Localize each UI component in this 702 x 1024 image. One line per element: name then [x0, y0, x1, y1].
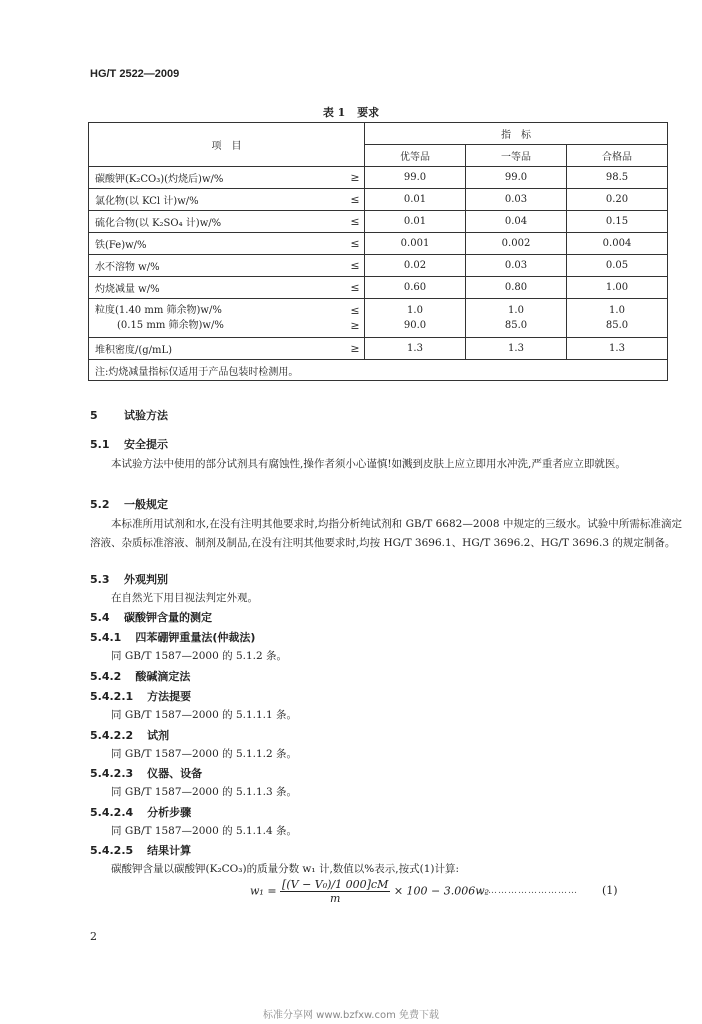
row-name: 堆积密度/(g/mL)	[89, 338, 347, 360]
formula-lhs: w₁ =	[250, 884, 277, 898]
row-value: 0.20	[567, 189, 668, 211]
formula-denominator: m	[329, 892, 341, 905]
row-comparator: ≤	[346, 189, 365, 211]
section-5-3-heading	[90, 571, 168, 587]
section-5-4-2-1-text: 同 GB/T 1587—2000 的 5.1.1.1 条。	[111, 709, 298, 721]
row-comparator: ≥	[346, 338, 365, 360]
granularity-cmp-1: ≤	[350, 304, 360, 317]
table-row	[89, 255, 668, 277]
section-5-4-2-4-heading	[90, 804, 191, 820]
section-title: 四苯硼钾重量法(仲裁法)	[135, 631, 256, 644]
row-value: 1.3	[466, 338, 567, 360]
section-5-heading	[90, 407, 168, 423]
section-number: 5.4.2.5	[90, 844, 134, 857]
row-value: 98.5	[567, 167, 668, 189]
row-name: 灼烧减量 w/%	[89, 277, 347, 299]
row-value: 1.00	[567, 277, 668, 299]
section-number: 5	[90, 409, 98, 422]
row-name: 铁(Fe)w/%	[89, 233, 347, 255]
section-title: 结果计算	[147, 844, 192, 857]
section-5-4-heading	[90, 609, 212, 625]
table-row	[89, 211, 668, 233]
section-title: 外观判别	[124, 573, 168, 586]
section-number: 5.1	[90, 438, 110, 451]
grade-first: 一等品	[466, 145, 567, 167]
row-comparator: ≥	[346, 167, 365, 189]
section-5-4-2-5-text: 碳酸钾含量以碳酸钾(K₂CO₃)的质量分数 w₁ 计,数值以%表示,按式(1)计算:	[111, 863, 460, 875]
row-comparator: ≤	[346, 233, 365, 255]
row-value: 99.0	[466, 167, 567, 189]
section-title: 安全提示	[124, 438, 168, 451]
row-value: 90.0	[403, 320, 427, 331]
section-5-2-heading	[90, 496, 168, 512]
granularity-name-1: 粒度(1.40 mm 筛余物)w/%	[95, 305, 222, 316]
section-5-1-heading	[90, 436, 168, 452]
row-comparator: ≤	[346, 211, 365, 233]
row-value: 0.01	[365, 211, 466, 233]
section-5-4-2-4-text: 同 GB/T 1587—2000 的 5.1.1.4 条。	[111, 825, 298, 837]
row-value: 0.80	[466, 277, 567, 299]
section-title: 一般规定	[124, 498, 168, 511]
granularity-names	[89, 299, 347, 338]
table-note-row	[89, 360, 668, 381]
row-value: 1.0	[508, 305, 524, 316]
header-index: 指 标	[365, 123, 668, 145]
section-5-4-2-5-heading	[90, 842, 191, 858]
table-row	[89, 189, 668, 211]
row-value: 0.03	[466, 189, 567, 211]
section-5-4-1-text: 同 GB/T 1587—2000 的 5.1.2 条。	[111, 650, 287, 662]
section-5-4-2-2-text: 同 GB/T 1587—2000 的 5.1.1.2 条。	[111, 748, 298, 760]
row-value: 1.3	[567, 338, 668, 360]
row-name: 硫化合物(以 K₂SO₄ 计)w/%	[89, 211, 347, 233]
section-number: 5.4.1	[90, 631, 122, 644]
row-comparator: ≤	[346, 255, 365, 277]
section-number: 5.4.2.2	[90, 729, 134, 742]
section-number: 5.4.2.1	[90, 690, 134, 703]
formula-leader-dots: …………………………	[478, 886, 578, 896]
row-value: 0.001	[365, 233, 466, 255]
granularity-values-first	[466, 299, 567, 338]
row-value: 85.0	[504, 320, 528, 331]
table-note: 注:灼烧减量指标仅适用于产品包装时检测用。	[89, 360, 668, 381]
section-number: 5.3	[90, 573, 110, 586]
granularity-comparators	[346, 299, 365, 338]
section-5-4-1-heading	[90, 629, 255, 645]
section-number: 5.4.2.4	[90, 806, 134, 819]
section-title: 试验方法	[124, 409, 168, 422]
row-value: 1.3	[365, 338, 466, 360]
table-caption-title: 要求	[357, 106, 380, 119]
granularity-values-qualified	[567, 299, 668, 338]
row-name: 水不溶物 w/%	[89, 255, 347, 277]
section-5-2-text: 本标准所用试剂和水,在没有注明其他要求时,均指分析纯试剂和 GB/T 6682—2008 中规定的三级水。试验中所需标准滴定溶液、杂质标准溶液、制剂及制品,在没有注明其他要求时,均按 HG/T 3696.1、HG/T 3696.2、HG/T 3696.3 的规定制备。	[90, 518, 682, 549]
row-value: 0.15	[567, 211, 668, 233]
section-title: 仪器、设备	[147, 767, 203, 780]
formula-numerator: [(V − V₀)/1 000]cM	[282, 878, 389, 891]
section-number: 5.4	[90, 611, 110, 624]
row-value: 99.0	[365, 167, 466, 189]
row-name: 碳酸钾(K₂CO₃)(灼烧后)w/%	[89, 167, 347, 189]
row-name: 氯化物(以 KCl 计)w/%	[89, 189, 347, 211]
granularity-values-superior	[365, 299, 466, 338]
table-row	[89, 167, 668, 189]
section-title: 试剂	[147, 729, 170, 742]
section-5-1-text: 本试验方法中使用的部分试剂具有腐蚀性,操作者须小心谨慎!如溅到皮肤上应立即用水冲洗,严重者应立即就医。	[111, 458, 626, 470]
footer-watermark: 标准分享网 www.bzfxw.com 免费下载	[263, 1010, 439, 1021]
grade-superior: 优等品	[365, 145, 466, 167]
row-value: 0.60	[365, 277, 466, 299]
row-value: 0.04	[466, 211, 567, 233]
granularity-cmp-2: ≥	[350, 319, 360, 332]
section-title: 方法提要	[147, 690, 192, 703]
section-5-4-2-2-heading	[90, 727, 169, 743]
row-value: 0.01	[365, 189, 466, 211]
row-value: 85.0	[605, 320, 629, 331]
row-value: 0.02	[365, 255, 466, 277]
header-item: 项 目	[89, 123, 365, 167]
page-number: 2	[90, 930, 97, 943]
requirements-table	[88, 122, 668, 381]
row-value: 0.05	[567, 255, 668, 277]
section-title: 酸碱滴定法	[135, 670, 191, 683]
section-title: 分析步骤	[147, 806, 192, 819]
table-row	[89, 338, 668, 360]
table-row-granularity	[89, 299, 668, 338]
table-row	[89, 233, 668, 255]
table-caption-label: 表 1	[322, 106, 346, 119]
row-comparator: ≤	[346, 277, 365, 299]
section-5-4-2-3-heading	[90, 765, 202, 781]
section-title: 碳酸钾含量的测定	[124, 611, 212, 624]
formula-rhs: × 100 − 3.006w₂	[393, 884, 490, 898]
row-value: 0.004	[567, 233, 668, 255]
granularity-name-2: (0.15 mm 筛余物)w/%	[117, 320, 224, 331]
section-number: 5.2	[90, 498, 110, 511]
table-row	[89, 277, 668, 299]
section-5-4-2-1-heading	[90, 688, 191, 704]
row-value: 1.0	[609, 305, 625, 316]
row-value: 0.03	[466, 255, 567, 277]
section-5-4-2-heading	[90, 668, 190, 684]
table-header-row	[89, 123, 668, 145]
row-value: 1.0	[407, 305, 423, 316]
formula-number: (1)	[602, 884, 618, 897]
section-number: 5.4.2.3	[90, 767, 134, 780]
row-value: 0.002	[466, 233, 567, 255]
formula-1	[250, 878, 489, 905]
grade-qualified: 合格品	[567, 145, 668, 167]
table-caption	[0, 104, 702, 120]
section-number: 5.4.2	[90, 670, 122, 683]
section-5-4-2-3-text: 同 GB/T 1587—2000 的 5.1.1.3 条。	[111, 786, 298, 798]
section-5-3-text: 在自然光下用目视法判定外观。	[111, 592, 258, 604]
formula-fraction	[280, 878, 390, 905]
document-code: HG/T 2522—2009	[90, 68, 180, 80]
